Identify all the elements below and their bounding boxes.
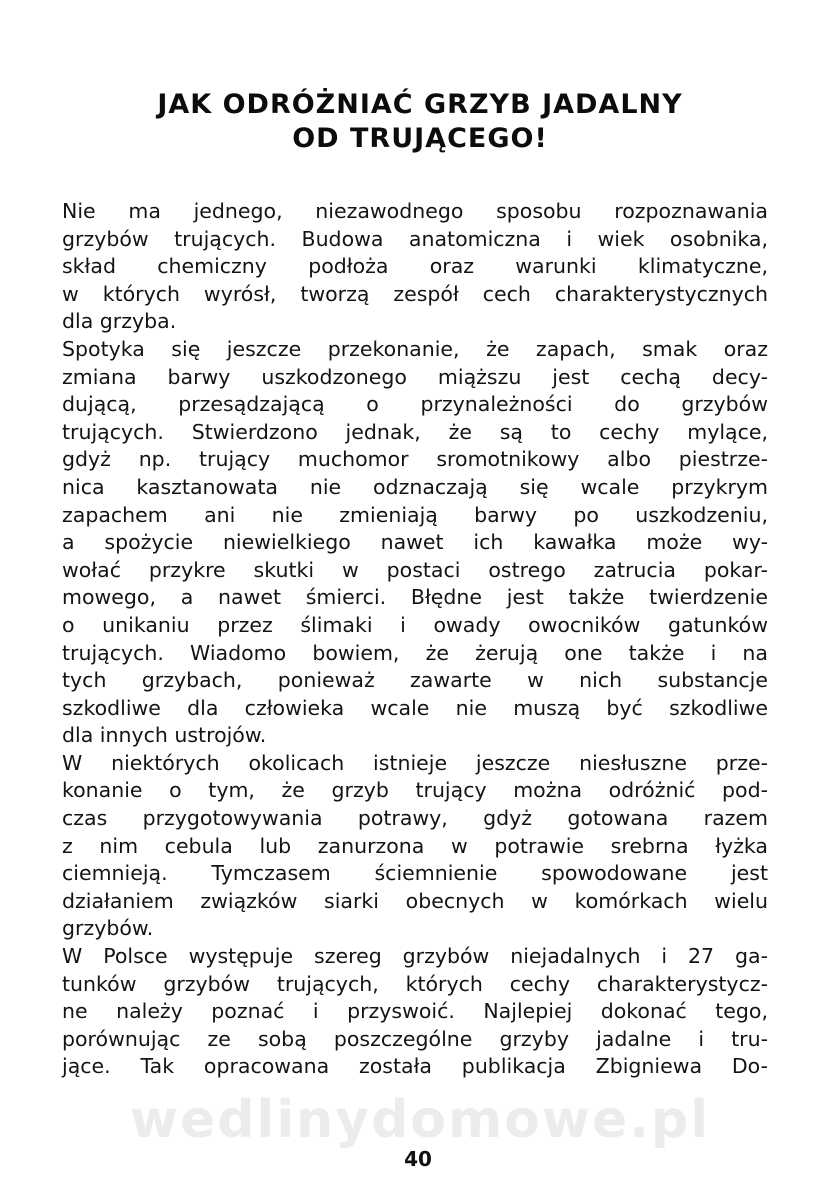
text-line: z nim cebula lub zanurzona w potrawie srebrna łyżka [62, 833, 768, 858]
text-line: wołać przykre skutki w postaci ostrego zatrucia pokar- [62, 557, 768, 582]
text-line: gdyż np. trujący muchomor sromotnikowy albo piestrze- [62, 447, 768, 472]
text-line: konanie o tym, że grzyb trujący można odróżnić pod- [62, 778, 768, 803]
text-line: o unikaniu przez ślimaki i owady owocników gatunków [62, 612, 768, 637]
text-line: mowego, a nawet śmierci. Błędne jest także twierdzenie [62, 585, 768, 610]
text-line: skład chemiczny podłoża oraz warunki klimatyczne, [62, 254, 768, 279]
text-line: Spotyka się jeszcze przekonanie, że zapach, smak oraz [62, 336, 768, 361]
text-line: W Polsce występuje szereg grzybów niejadalnych i 27 ga- [62, 944, 768, 969]
text-line: ciemnieją. Tymczasem ściemnienie spowodowane jest [62, 861, 768, 886]
text-line: zmiana barwy uszkodzonego miąższu jest cechą decy- [62, 364, 768, 389]
text-line: dla innych ustrojów. [62, 723, 267, 748]
text-line: zapachem ani nie zmieniają barwy po uszkodzeniu, [62, 502, 768, 527]
text-line: dującą, przesądzającą o przynależności do grzybów [62, 392, 768, 417]
text-line: w których wyrósł, tworzą zespół cech charakterystycznych [62, 281, 768, 306]
text-line: nica kasztanowata nie odznaczają się wcale przykrym [62, 474, 768, 499]
text-line: trujących. Wiadomo bowiem, że żerują one także i na [62, 640, 768, 665]
page-title [100, 88, 740, 156]
title-line-2: OD TRUJĄCEGO! [292, 123, 548, 154]
text-line: ne należy poznać i przyswoić. Najlepiej dokonać tego, [62, 999, 768, 1024]
text-line: a spożycie niewielkiego nawet ich kawałka może wy- [62, 530, 768, 555]
text-line: tunków grzybów trujących, których cechy charakterystycz- [62, 971, 768, 996]
page-number: 40 [404, 1147, 432, 1171]
text-line: tych grzybach, ponieważ zawarte w nich substancje [62, 668, 768, 693]
text-line: dla grzyba. [62, 309, 177, 334]
body-text [62, 198, 768, 1081]
text-line: czas przygotowywania potrawy, gdyż gotowana razem [62, 806, 768, 831]
title-line-1: JAK ODRÓŻNIAĆ GRZYB JADALNY [157, 89, 683, 120]
text-line: Nie ma jednego, niezawodnego sposobu rozpoznawania [62, 199, 768, 223]
text-line: trujących. Stwierdzono jednak, że są to cechy mylące, [62, 419, 768, 444]
text-line: grzybów trujących. Budowa anatomiczna i wiek osobnika, [62, 226, 768, 251]
text-line: działaniem związków siarki obecnych w komórkach wielu [62, 888, 768, 913]
text-line: porównując ze sobą poszczególne grzyby jadalne i tru- [62, 1026, 768, 1051]
text-line: jące. Tak opracowana została publikacja Zbigniewa Do- [62, 1054, 768, 1079]
text-line: W niektórych okolicach istnieje jeszcze niesłuszne prze- [62, 750, 768, 775]
text-line: grzybów. [62, 916, 154, 941]
text-line: szkodliwe dla człowieka wcale nie muszą być szkodliwe [62, 695, 768, 720]
watermark: wedlinydomowe.pl [129, 1090, 711, 1150]
